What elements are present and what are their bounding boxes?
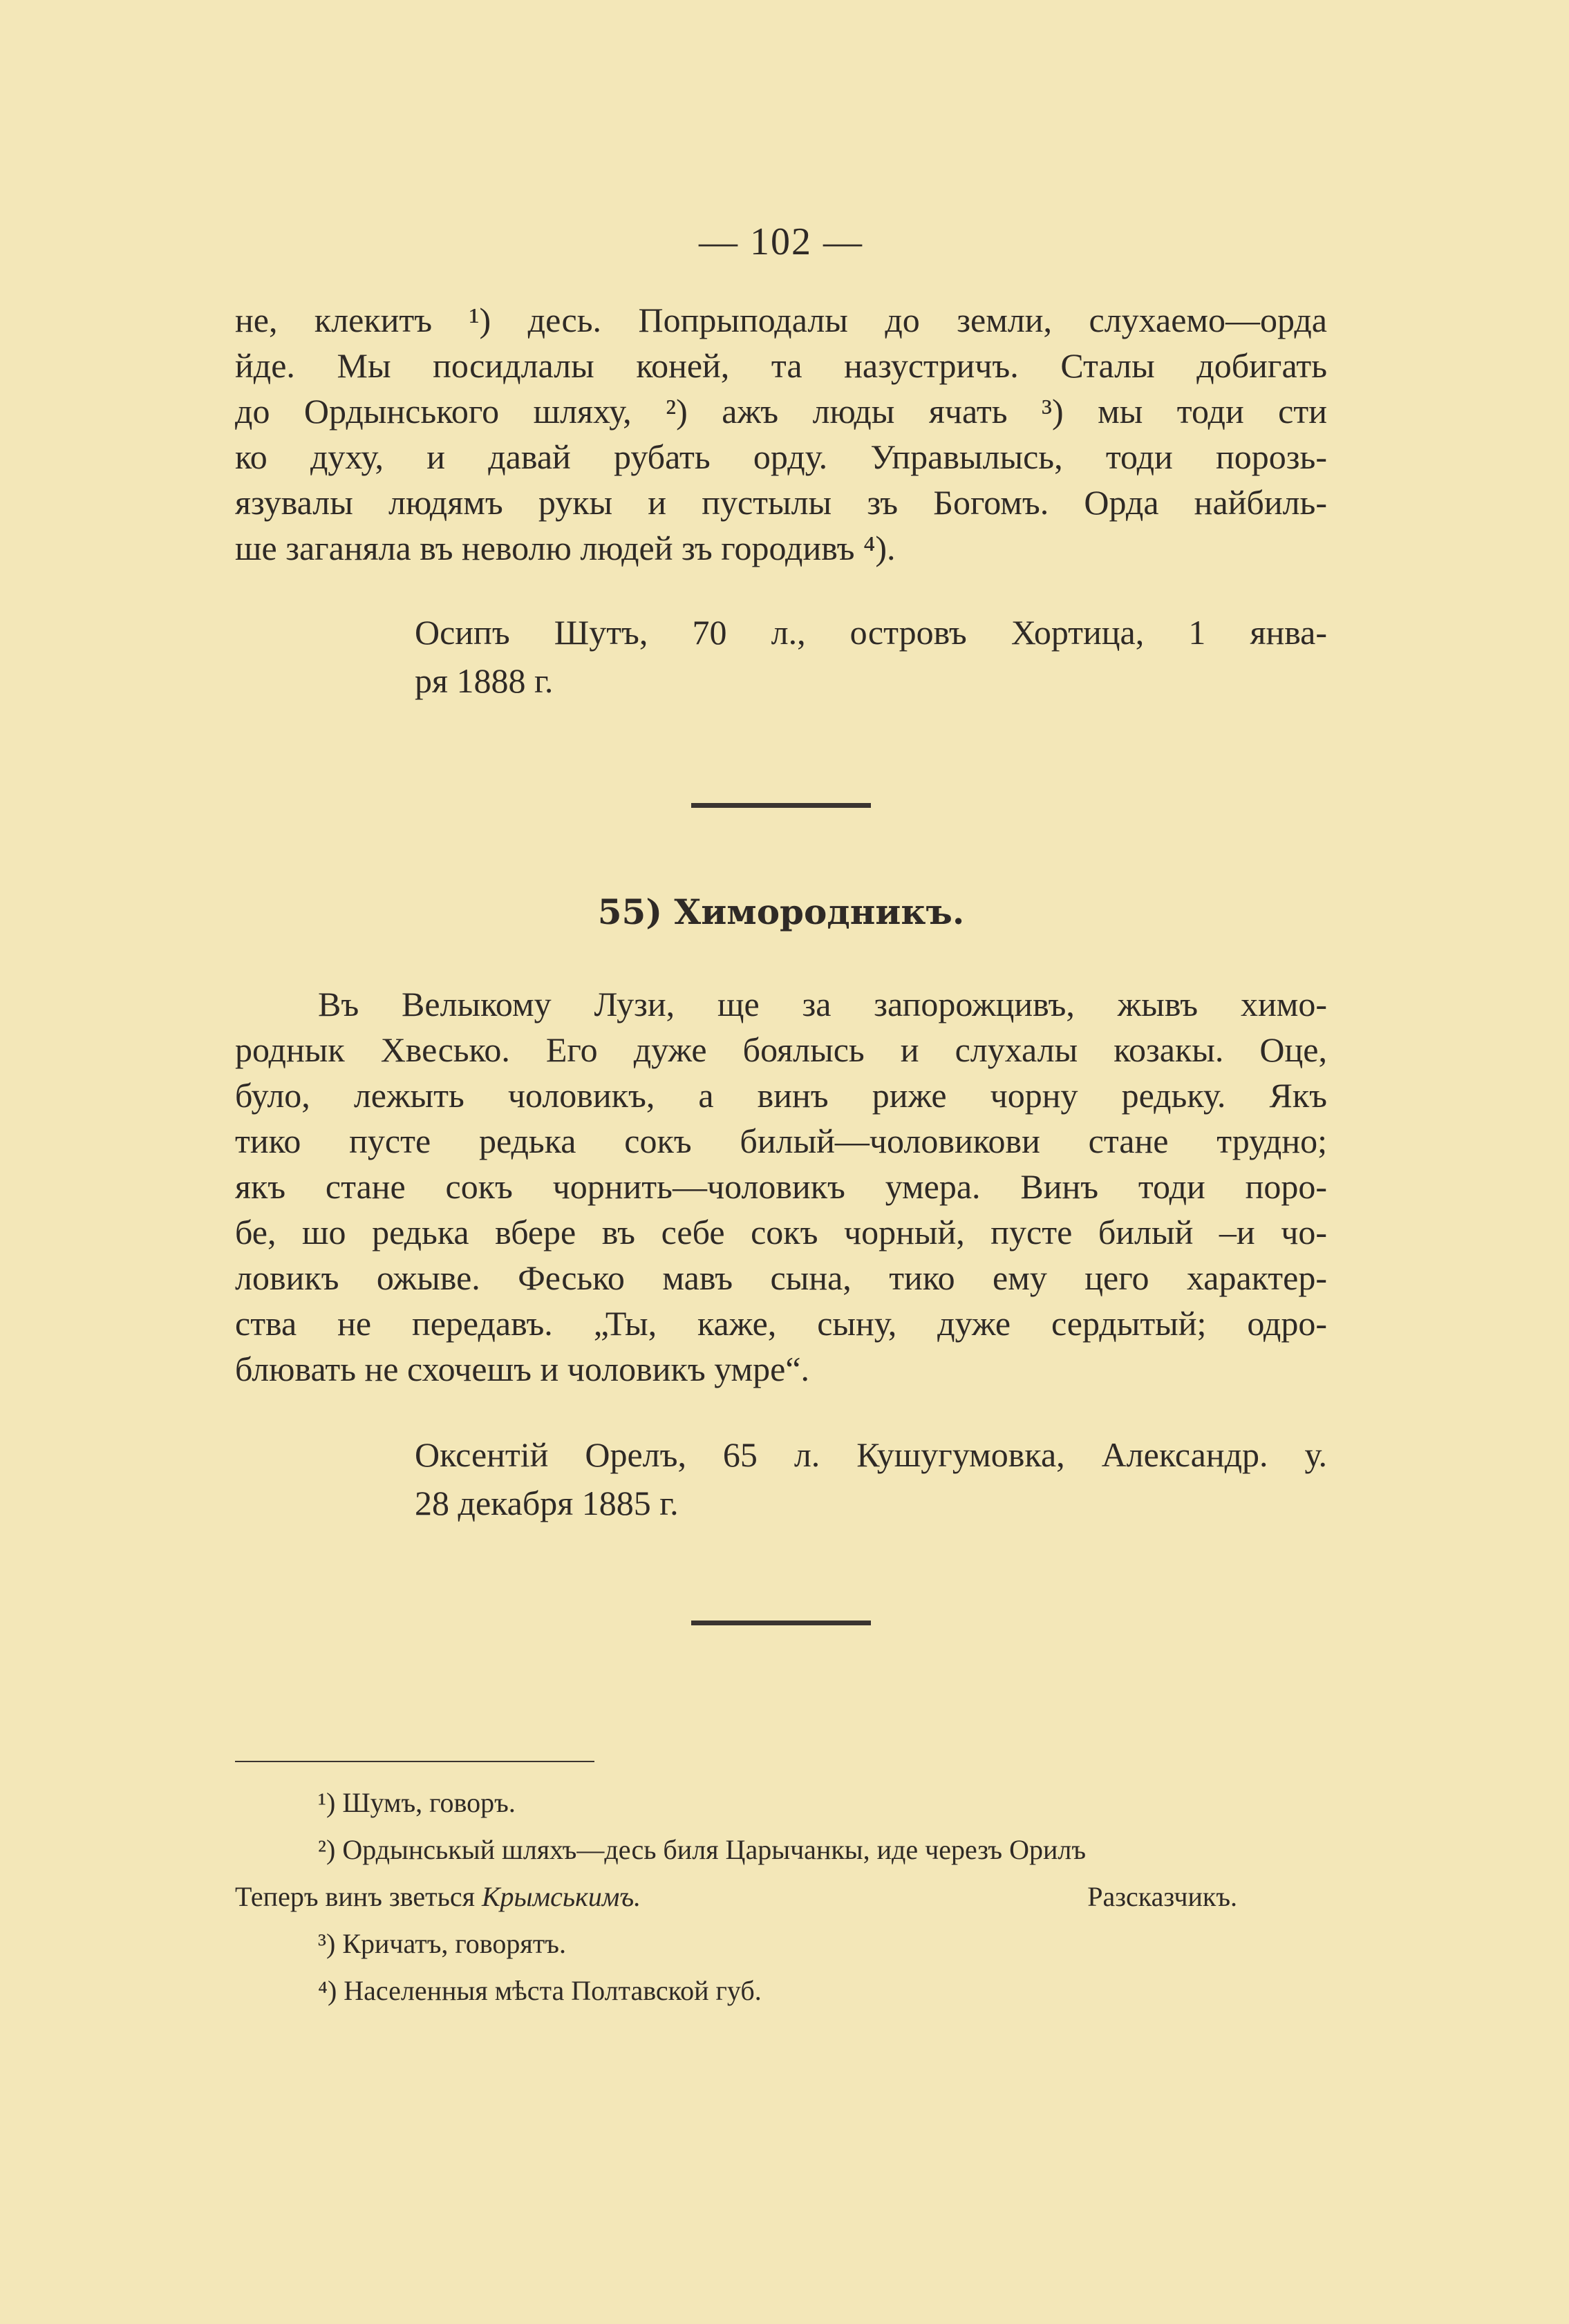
section-divider	[691, 803, 871, 808]
footnote-2-text	[235, 1873, 641, 1920]
intro-paragraph	[235, 297, 1327, 571]
text-line: ства не передавъ. „Ты, каже, сыну, дуже сердытый; одро-	[235, 1304, 1327, 1343]
attribution-line: Осипъ Шутъ, 70 л., островъ Хортица, 1 янва-	[415, 613, 1327, 652]
text-line: ше заганяла въ неволю людей зъ городивъ ⁴).	[235, 529, 896, 567]
text-line: блювать не схочешъ и чоловикъ умре“.	[235, 1350, 810, 1388]
story-paragraph	[235, 981, 1327, 1392]
footnote-3: ³) Кричатъ, говорятъ.	[318, 1928, 566, 1959]
section-divider	[691, 1621, 871, 1625]
attribution-line: ря 1888 г.	[415, 661, 554, 700]
attribution-line: Оксентій Орелъ, 65 л. Кушугумовка, Александр. у.	[415, 1435, 1327, 1474]
text-line: Въ Велыкому Лузи, ще за запорожцивъ, жывъ химо-	[318, 985, 1327, 1023]
footnote-2-italic: Крымськимъ.	[481, 1881, 641, 1912]
text-line: роднык Хвесько. Его дуже боялысь и слухалы козакы. Оце,	[235, 1030, 1327, 1069]
text-line: бе, шо редька вбере въ себе сокъ чорный, пусте билый –и чо-	[235, 1213, 1327, 1251]
attribution-line: 28 декабря 1885 г.	[415, 1484, 679, 1522]
text-line: не, клекитъ ¹) десь. Попрыподалы до земли, слухаемо—орда	[235, 301, 1327, 339]
story-title: 55) Химородникъ.	[597, 891, 965, 932]
text-line: язувалы людямъ рукы и пустылы зъ Богомъ. Орда найбиль-	[235, 483, 1327, 522]
footnote-rule	[235, 1761, 594, 1762]
attribution-oksentiy-orel	[415, 1430, 1327, 1527]
footnote-2-prefix: Теперъ винъ зветься	[235, 1881, 475, 1912]
footnote-2-continuation	[235, 1873, 1327, 1920]
text-line: ловикъ ожыве. Фесько мавъ сына, тико ему цего характер-	[235, 1258, 1327, 1297]
book-page	[235, 207, 1327, 2073]
footnote-2-signature: Разсказчикъ.	[1087, 1881, 1237, 1912]
attribution-osip-shut	[318, 608, 1327, 705]
text-line: ко духу, и давай рубать орду. Управылысь, тоди порозь-	[235, 437, 1327, 476]
text-line: якъ стане сокъ чорнить—чоловикъ умера. Винъ тоди поро-	[235, 1167, 1327, 1206]
text-line: було, лежыть чоловикъ, а винъ риже чорну редьку. Якъ	[235, 1076, 1327, 1115]
footnote-4: ⁴) Населенныя мѣста Полтавской губ.	[318, 1975, 762, 2006]
footnotes	[235, 1779, 1327, 2014]
text-line: до Ордынського шляху, ²) ажъ люды ячать ³) мы тоди сти	[235, 392, 1327, 431]
page-number: — 102 —	[699, 220, 863, 263]
text-line: тико пусте редька сокъ билый—чоловикови стане трудно;	[235, 1122, 1327, 1160]
text-line: йде. Мы посидлалы коней, та назустричъ. Сталы добигать	[235, 346, 1327, 385]
footnote-2: ²) Ордынськый шляхъ—десь биля Царычанкы, иде черезъ Орилъ	[318, 1834, 1087, 1865]
footnote-1: ¹) Шумъ, говоръ.	[318, 1787, 516, 1818]
